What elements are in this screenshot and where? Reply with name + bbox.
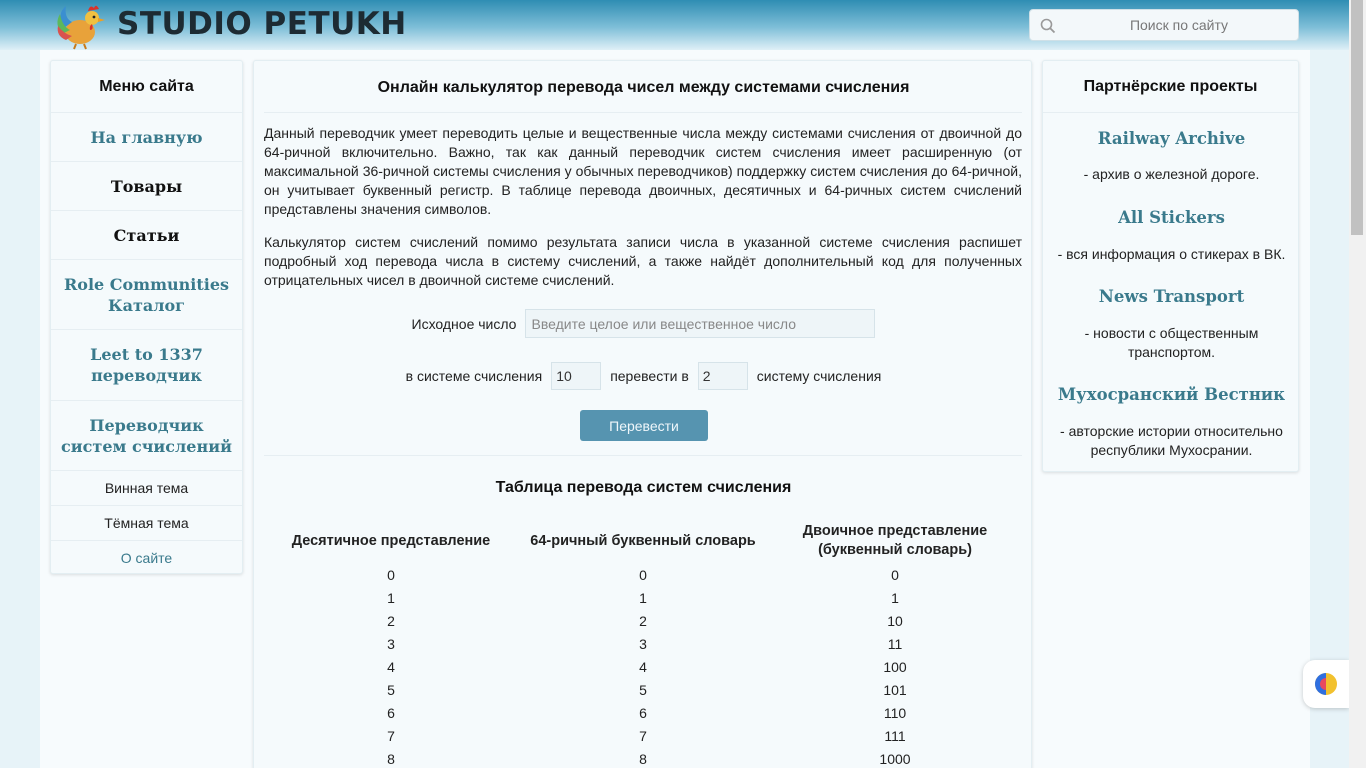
cell-binary: 111 [884,727,906,744]
cell-binary: 110 [883,704,907,721]
site-menu [50,60,243,574]
source-number-row [254,309,1033,338]
intro-paragraph: Данный переводчик умеет переводить целые и вещественные числа между системами счисления от двоичной до 64-ричной включительно. Важно, так как данный переводчик систем счисления имеет расширенную (от максимальной 36-ричной системы счисления у обычных переводчиков) поддержку систем счисления до 64-ричной, он учитывает буквенный регистр. В таблице перевода двоичных, десятичных и 64-ричных систем счислений представлены значения символов. [264,125,1022,217]
table-row [265,747,1021,768]
from-base-input[interactable] [551,362,601,390]
cell-base64: 3 [639,635,647,652]
cell-base64: 1 [639,589,647,606]
source-number-input[interactable] [525,309,875,338]
cell-binary: 0 [891,566,899,583]
menu-item-wine-theme[interactable]: Винная тема [51,471,242,506]
page-title: Онлайн калькулятор перевода чисел между системами счисления [377,79,910,96]
table-row [265,586,1021,609]
table-row [265,609,1021,632]
header-base64: 64-ричный буквенный словарь [530,532,756,549]
description-paragraph: Калькулятор систем счислений помимо результата записи числа в указанной системе счисления распишет подробный ход перевода числа в систему счислений, а также найдёт дополнительный код для полученных отрицательных чисел в двоичной системе счислений. [264,234,1022,288]
menu-item-role-communities[interactable]: Role Communities Каталог [51,260,242,330]
search-icon [1040,18,1056,34]
divider [264,112,1022,113]
table-row [265,563,1021,586]
partner-link-all-stickers[interactable]: All Stickers [1118,208,1225,227]
scrollbar-thumb[interactable] [1351,0,1363,235]
cell-binary: 1 [891,589,899,606]
partner-desc: - архив о железной дороге. [1083,166,1260,182]
widget-icon [1313,671,1339,697]
cell-decimal: 4 [387,658,395,675]
menu-item-products[interactable]: Товары [51,162,242,211]
cell-binary: 101 [883,681,907,698]
partner-projects [1042,60,1299,472]
cell-base64: 2 [639,612,647,629]
menu-title: Меню сайта [51,61,242,113]
conversion-table [265,519,1021,768]
menu-item-articles[interactable]: Статьи [51,211,242,260]
main-content [253,60,1032,768]
header-binary: Двоичное представление (буквенный словарь) [802,523,988,558]
to-base-suffix: систему счисления [756,368,882,384]
cell-decimal: 6 [387,704,395,721]
to-base-input[interactable] [698,362,748,390]
source-number-label: Исходное число [411,315,517,332]
table-row [265,678,1021,701]
cell-decimal: 2 [387,612,395,629]
menu-item-leet-translator[interactable]: Leet to 1337 переводчик [51,330,242,401]
cell-base64: 4 [639,658,647,675]
cell-decimal: 1 [387,589,395,606]
table-row [265,655,1021,678]
from-base-label: в системе счисления [405,368,543,384]
cell-base64: 6 [639,704,647,721]
page-scrollbar[interactable] [1349,0,1366,768]
cell-decimal: 8 [387,750,395,767]
divider [264,455,1022,456]
floating-widget-button[interactable] [1303,660,1349,708]
table-row [265,701,1021,724]
cell-decimal: 7 [387,727,395,744]
search-box[interactable] [1029,9,1299,41]
cell-decimal: 5 [387,681,395,698]
rooster-logo-icon [54,0,108,50]
site-logo[interactable] [54,0,407,50]
menu-item-number-converter[interactable]: Переводчик систем счислений [51,401,242,471]
header-decimal: Десятичное представление [291,532,491,549]
table-header-row [265,519,1021,563]
cell-base64: 5 [639,681,647,698]
table-title: Таблица перевода систем счисления [495,479,792,496]
cell-binary: 11 [887,635,903,652]
search-input[interactable] [1030,10,1298,40]
cell-base64: 0 [639,566,647,583]
cell-base64: 8 [639,750,647,767]
base-selection-row [254,362,1033,390]
partner-link-news-transport[interactable]: News Transport [1098,287,1245,306]
table-row [265,724,1021,747]
logo-text: STUDIO PETUKH [117,6,407,42]
cell-decimal: 0 [387,566,395,583]
table-row [265,632,1021,655]
site-header [0,0,1366,50]
to-base-label: перевести в [610,368,689,384]
partner-desc: - новости с общественным транспортом. [1084,325,1259,360]
cell-binary: 10 [887,612,903,629]
convert-button[interactable]: Перевести [580,410,708,441]
menu-item-home[interactable]: На главную [51,113,242,162]
cell-binary: 100 [883,658,907,675]
partners-title: Партнёрские проекты [1043,61,1298,113]
cell-base64: 7 [639,727,647,744]
partner-link-railway-archive[interactable]: Railway Archive [1097,129,1246,148]
menu-item-dark-theme[interactable]: Тёмная тема [51,506,242,541]
partner-desc: - авторские истории относительно республики Мухосрании. [1060,423,1283,458]
partner-link-vestnik[interactable]: Мухосранский Вестник [1057,385,1286,404]
cell-decimal: 3 [387,635,395,652]
menu-item-about[interactable]: О сайте [120,549,173,566]
cell-binary: 1000 [879,750,911,767]
partner-desc: - вся информация о стикерах в ВК. [1057,246,1286,262]
